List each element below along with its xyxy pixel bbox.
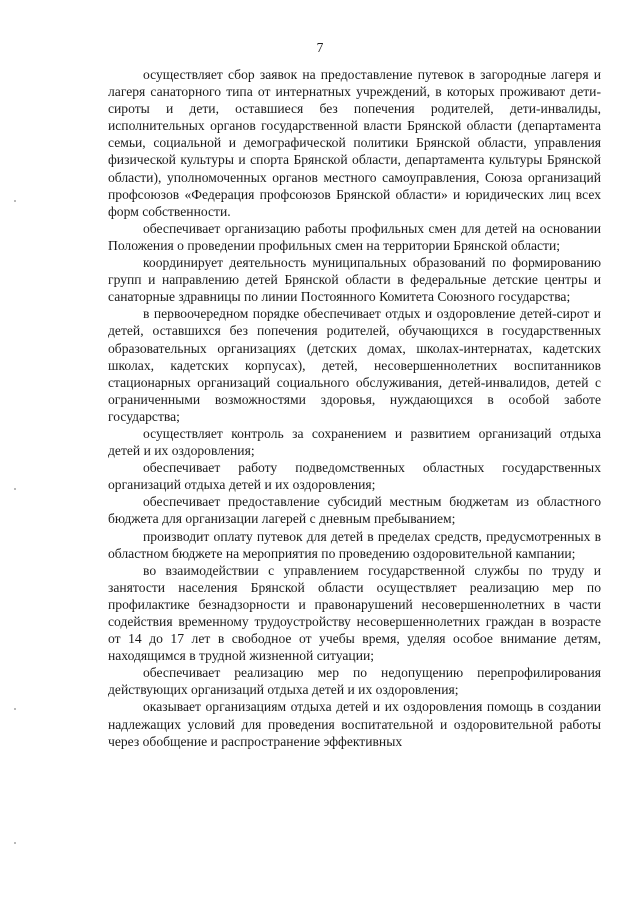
scan-speck — [14, 708, 16, 710]
paragraph-assistance: оказывает организациям отдыха детей и их оздоровления помощь в создании надлежащих условий для проведения воспитательной и оздоровительной работы через обобщение и распространение эффективных — [108, 699, 601, 749]
scan-speck — [14, 842, 16, 844]
body-text — [108, 66, 601, 750]
paragraph-priority-orphans: в первоочередном порядке обеспечивает отдых и оздоровление детей-сирот и детей, оставшихся без попечения родителей, обучающихся в государственных образовательных организациях (детских домах, школах-интернатах, кадетских школах, кадетских корпусах), детей, несовершеннолетних воспитанников стационарных организаций социального обслуживания, детей-инвалидов, детей с ограниченными возможностями здоровья, нуждающихся в особой заботе государства; — [108, 306, 601, 424]
scan-speck — [14, 488, 16, 490]
paragraph-subordinate-organizations: обеспечивает работу подведомственных областных государственных организаций отдыха детей и их оздоровления; — [108, 460, 601, 493]
paragraph-municipal-coordination: координирует деятельность муниципальных образований по формированию групп и направлению детей Брянской области в федеральные детские центры и санаторные здравницы по линии Постоянного Комитета Союзного государства; — [108, 255, 601, 305]
paragraph-employment-cooperation: во взаимодействии с управлением государственной службы по труду и занятости населения Брянской области осуществляет реализацию мер по профилактике безнадзорности и правонарушений несовершеннолетних в части содействия временному трудоустройству несовершеннолетних граждан в возрасте от 14 до 17 лет в свободное от учебы время, уделяя особое внимание детям, находящимся в трудной жизненной ситуации; — [108, 562, 601, 664]
scan-speck — [14, 200, 16, 202]
paragraph-control-organizations: осуществляет контроль за сохранением и развитием организаций отдыха детей и их оздоровления; — [108, 425, 601, 459]
paragraph-application-collection: осуществляет сбор заявок на предоставление путевок в загородные лагеря и лагеря санаторного типа от интернатных учреждений, в которых проживают дети-сироты и дети, оставшиеся без попечения родителей, дети-инвалиды, исполнительных органов государственной власти Брянской области (департамента семьи, социальной и демографической политики Брянской области, управления физической культуры и спорта Брянской области, департамента культуры Брянской области), уполномоченных органов местного самоуправления, Союза организаций профсоюзов «Федерация профсоюзов Брянской области» и юридических лиц всех форм собственности. — [108, 67, 601, 219]
paragraph-specialized-shifts: обеспечивает организацию работы профильных смен для детей на основании Положения о проведении профильных смен на территории Брянской области; — [108, 220, 601, 253]
page-number: 7 — [316, 40, 324, 55]
paragraph-voucher-payment: производит оплату путевок для детей в пределах средств, предусмотренных в областном бюджете на мероприятия по проведению оздоровительной кампании; — [108, 528, 601, 561]
paragraph-no-reprofiling: обеспечивает реализацию мер по недопущению перепрофилирования действующих организаций отдыха детей и их оздоровления; — [108, 665, 601, 698]
paragraph-subsidies: обеспечивает предоставление субсидий местным бюджетам из областного бюджета для организации лагерей с дневным пребыванием; — [108, 494, 601, 527]
